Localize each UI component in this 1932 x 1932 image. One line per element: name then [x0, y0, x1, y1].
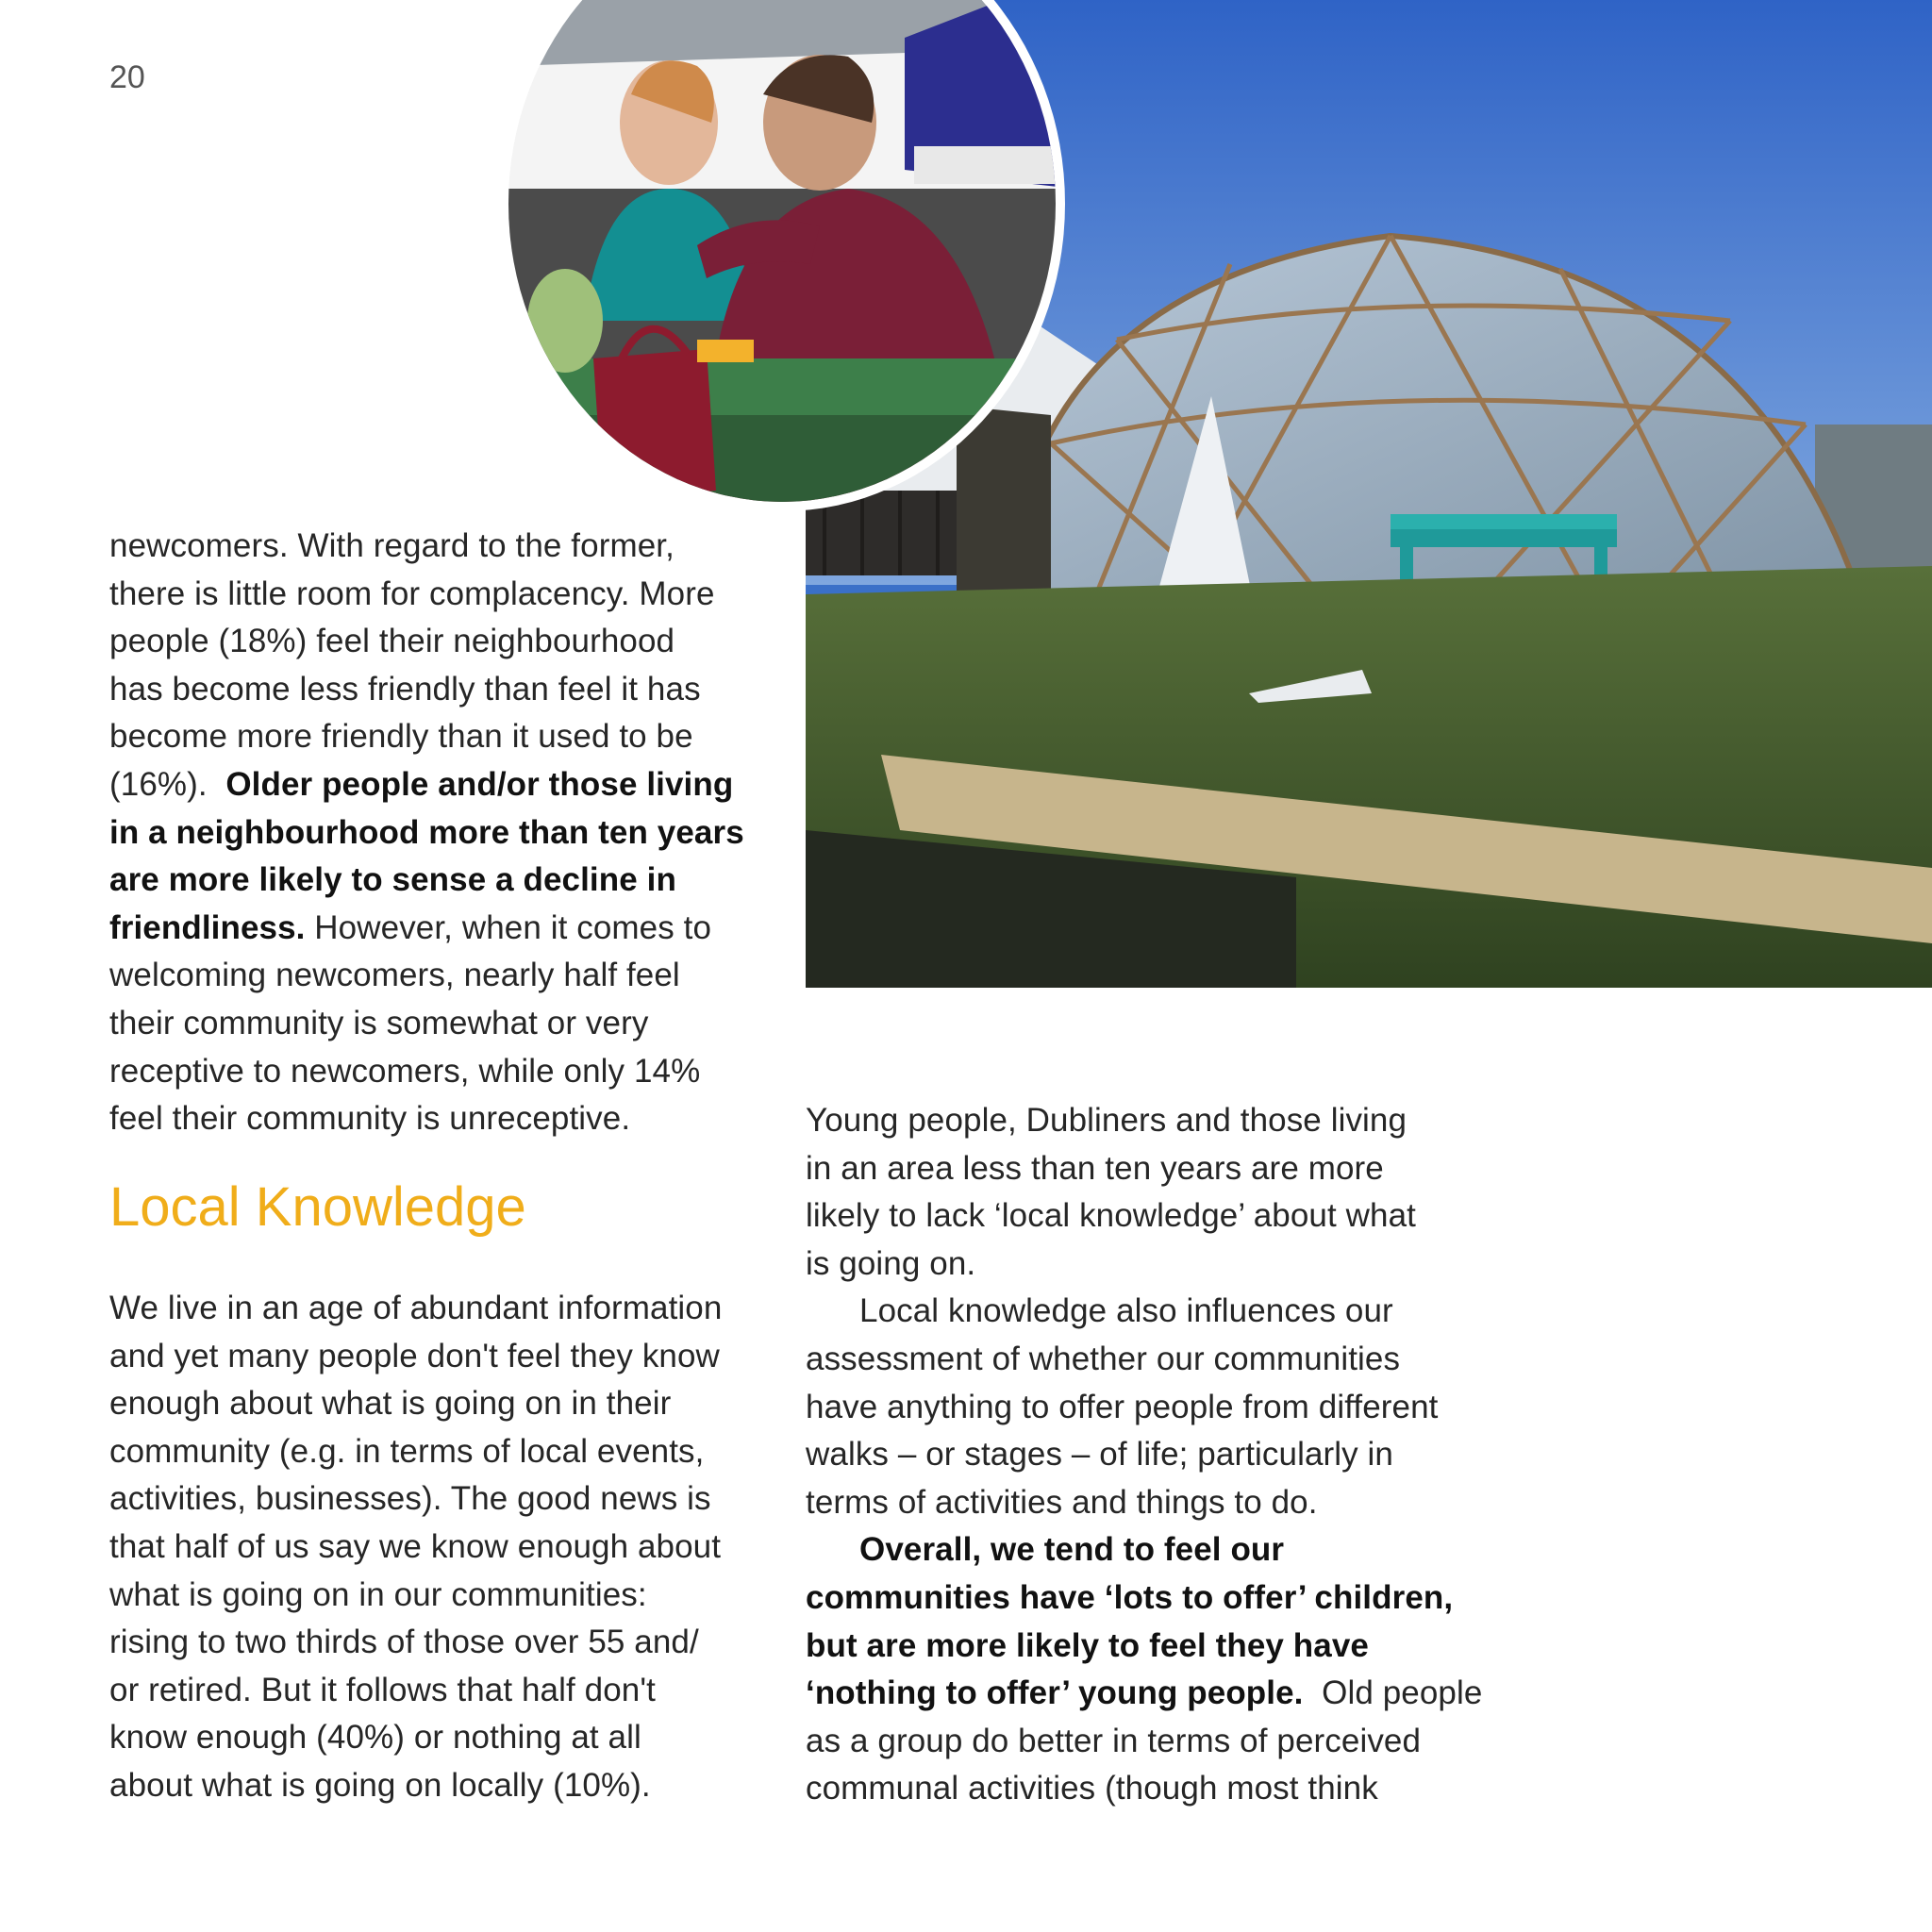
text-line: become more friendly than it used to be [109, 718, 693, 756]
text-run: However, when it comes to [305, 908, 712, 946]
bold-text-line: in a neighbourhood more than ten years [109, 813, 744, 851]
text-line: Local knowledge also influences our [859, 1292, 1393, 1330]
text-line: as a group do better in terms of perceived [806, 1722, 1422, 1759]
text-line: know enough (40%) or nothing at all [109, 1719, 641, 1757]
text-line: Young people, Dubliners and those living [806, 1102, 1407, 1139]
text-line: has become less friendly than feel it has [109, 670, 701, 708]
text-line: people (18%) feel their neighbourhood [109, 623, 675, 660]
bold-text-line: but are more likely to feel they have [806, 1626, 1369, 1664]
text-line: their community is somewhat or very [109, 1004, 649, 1041]
bold-text-run: friendliness. [109, 908, 306, 946]
left-column-bottom [109, 1285, 789, 1810]
text-line: or retired. But it follows that half don't [109, 1671, 656, 1708]
text-line: in an area less than ten years are more [806, 1149, 1384, 1187]
text-line: community (e.g. in terms of local events, [109, 1432, 705, 1470]
text-line: that half of us say we know enough about [109, 1527, 722, 1565]
text-line: assessment of whether our communities [806, 1340, 1401, 1377]
text-line: have anything to offer people from different [806, 1388, 1439, 1425]
text-line: feel their community is unreceptive. [109, 1100, 631, 1138]
text-line: likely to lack ‘local knowledge’ about what [806, 1197, 1416, 1235]
text-line: welcoming newcomers, nearly half feel [109, 957, 680, 994]
text-line: walks – or stages – of life; particularly in [806, 1436, 1394, 1474]
bold-text-line: Overall, we tend to feel our [859, 1531, 1285, 1569]
page-number: 20 [109, 59, 145, 95]
bold-text-line: communities have ‘lots to offer’ children, [806, 1578, 1454, 1616]
text-line: activities, businesses). The good news is [109, 1480, 711, 1518]
text-line: communal activities (though most think [806, 1770, 1378, 1807]
text-line: what is going on in our communities: [109, 1575, 647, 1613]
text-line: is going on. [806, 1244, 976, 1282]
text-line: terms of activities and things to do. [806, 1483, 1318, 1521]
right-column [806, 1097, 1485, 1813]
left-column-top [109, 523, 789, 1143]
text-line: newcomers. With regard to the former, [109, 527, 675, 564]
text-run: Old people [1303, 1674, 1483, 1712]
text-line [109, 761, 789, 809]
text-line: receptive to newcomers, while only 14% [109, 1052, 701, 1090]
text-line: there is little room for complacency. More [109, 575, 715, 612]
section-heading: Local Knowledge [109, 1176, 526, 1238]
text-line [109, 905, 789, 953]
bold-text-run: ‘nothing to offer’ young people. [806, 1674, 1304, 1712]
text-run: (16%). [109, 765, 226, 803]
text-line: enough about what is going on in their [109, 1385, 672, 1423]
text-line: We live in an age of abundant information [109, 1290, 723, 1326]
text-line [806, 1670, 1485, 1718]
bold-text-run: Older people and/or those living [225, 765, 734, 803]
bold-text-line: are more likely to sense a decline in [109, 861, 676, 899]
text-line: about what is going on locally (10%). [109, 1766, 651, 1804]
text-line: and yet many people don't feel they know [109, 1337, 720, 1374]
text-line: rising to two thirds of those over 55 and/ [109, 1624, 699, 1661]
